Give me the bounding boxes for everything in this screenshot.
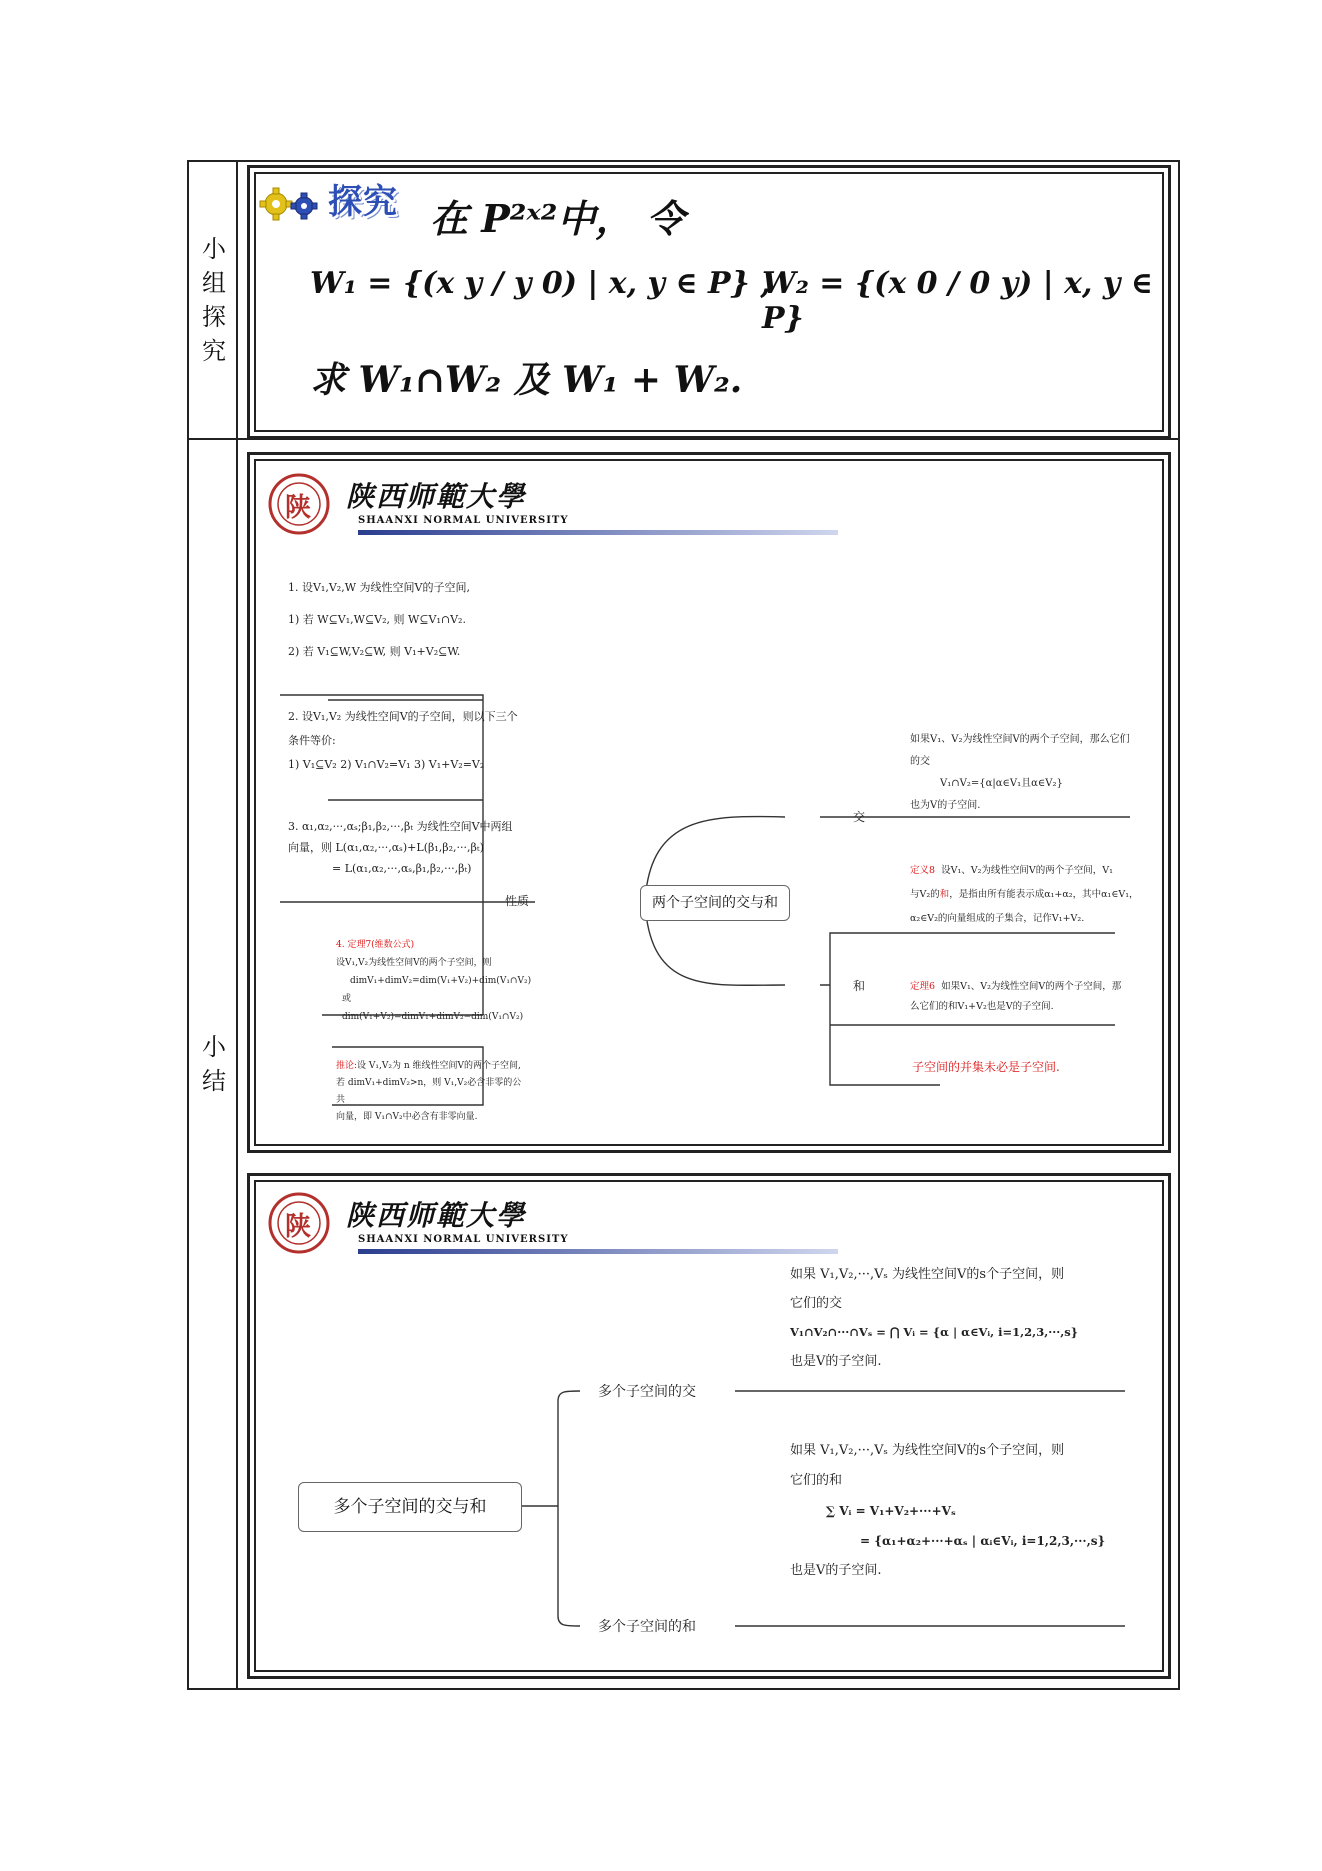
multi-int-b: 它们的交 <box>790 1296 843 1311</box>
union-note: 子空间的并集未必是子空间. <box>912 1060 1060 1074</box>
property-4-a: 设V₁,V₂为线性空间V的两个子空间，则 <box>336 958 492 968</box>
intersection-def-b: 的交 <box>910 756 930 767</box>
sum-theorem <box>910 977 1130 1017</box>
property-4-title: 4. 定理7(维数公式) <box>336 940 415 950</box>
mindmap-label-sum: 和 <box>853 979 866 993</box>
explore-w2-set: W₂ = {(x 0 / 0 y) | x, y ∈ P} <box>762 266 1153 336</box>
corollary-c: 向量，即 V₁∩V₂中必含有非零向量. <box>336 1112 478 1122</box>
mindmap-center-node: 两个子空间的交与和 <box>640 885 790 921</box>
row-label-summary <box>190 1030 238 1098</box>
gear-icon <box>258 182 328 222</box>
explore-w1-set: W₁ = {(x y / y 0) | x, y ∈ P} , <box>310 266 771 301</box>
multi-sum-e: 也是V的子空间. <box>790 1563 882 1578</box>
sum-def-c: ，是指由所有能表示成α₁+α₂，其中α₁∈V₁， <box>949 889 1139 900</box>
property-3-b: 向量，则 L(α₁,α₂,···,αₛ)+L(β₁,β₂,···,βₜ) <box>288 841 484 854</box>
corollary-a: 设 V₁,V₂为 n 维线性空间V的两个子空间, <box>357 1061 521 1071</box>
property-3-c: = L(α₁,α₂,···,αₛ,β₁,β₂,···,βₜ) <box>332 862 472 875</box>
multi-sum-b: 它们的和 <box>790 1473 843 1488</box>
intersection-def-c: V₁∩V₂={α|α∈V₁且α∈V₂} <box>940 778 1063 789</box>
property-4-b: dimV₁+dimV₂=dim(V₁+V₂)+dim(V₁∩V₂) <box>350 976 532 986</box>
multi-int-a: 如果 V₁,V₂,···,Vₛ 为线性空间V的s个子空间，则 <box>790 1267 1065 1282</box>
property-1-a: 1) 若 W⊆V₁,W⊆V₂, 则 W⊆V₁∩V₂. <box>288 613 466 626</box>
property-2-a: 2. 设V₁,V₂ 为线性空间V的子空间，则以下三个 <box>288 710 518 723</box>
property-1 <box>288 580 548 659</box>
property-2-c: 1) V₁⊆V₂ 2) V₁∩V₂=V₁ 3) V₁+V₂=V₂ <box>288 758 485 771</box>
explore-line-3: 求 W₁∩W₂ 及 W₁ + W₂. <box>310 359 743 401</box>
sum-thm-a: 如果V₁、V₂为线性空间V的两个子空间，那 <box>941 981 1122 992</box>
sum-def-title: 定义8 <box>910 865 936 876</box>
sum-def-b: 与V₂的 <box>910 889 940 900</box>
mindmap-label-multi-sum: 多个子空间的和 <box>598 1619 696 1635</box>
multi-sum-definition <box>790 1436 1150 1586</box>
mindmap-label-intersection: 交 <box>853 810 866 824</box>
mindmap-lines <box>250 1176 1162 1670</box>
multi-sum-a: 如果 V₁,V₂,···,Vₛ 为线性空间V的s个子空间，则 <box>790 1443 1065 1458</box>
table-bottom-border <box>187 1688 1180 1690</box>
row-label-char: 小 <box>202 1033 226 1061</box>
mindmap-label-properties: 性质 <box>505 894 530 908</box>
intersection-definition <box>910 729 1150 817</box>
row-label-char: 结 <box>202 1067 226 1095</box>
explore-badge: 探究 <box>328 182 398 222</box>
sum-def-a: 设V₁、V₂为线性空间V的两个子空间，V₁ <box>941 865 1113 876</box>
university-name-en: SHAANXI NORMAL UNIVERSITY <box>358 1234 569 1245</box>
sum-def-d: α₂∈V₂的向量组成的子集合，记作V₁+V₂. <box>910 913 1085 924</box>
sum-thm-b: 么它们的和V₁+V₂也是V的子空间. <box>910 1001 1054 1012</box>
property-4-c: 或 dim(V₁+V₂)=dimV₁+dimV₂−dim(V₁∩V₂) <box>342 994 524 1022</box>
university-name-cn: 陕西师範大學 <box>346 1199 527 1232</box>
explore-line-1: 在 P²ˣ²中， 令 <box>430 196 685 241</box>
property-1-b: 2) 若 V₁⊆W,V₂⊆W, 则 V₁+V₂⊆W. <box>288 645 461 658</box>
table-divider <box>236 160 238 1690</box>
summary-slide-two-subspaces <box>247 452 1171 1153</box>
property-2-b: 条件等价: <box>288 734 336 747</box>
intersection-def-a: 如果V₁、V₂为线性空间V的两个子空间，那么它们 <box>910 734 1130 745</box>
table-left-border <box>187 160 189 1690</box>
university-name-en: SHAANXI NORMAL UNIVERSITY <box>358 515 569 526</box>
property-4 <box>336 936 532 1026</box>
property-1-title: 1. 设V₁,V₂,W 为线性空间V的子空间, <box>288 581 470 594</box>
row-label-char: 小 <box>202 235 226 263</box>
corollary-b: 若 dimV₁+dimV₂>n，则 V₁,V₂必含非零的公共 <box>336 1078 522 1105</box>
university-name-cn: 陕西师範大學 <box>346 480 527 513</box>
multi-sum-c: ∑ Vᵢ = V₁+V₂+···+Vₛ <box>826 1504 956 1518</box>
sum-def-sum: 和 <box>939 889 950 900</box>
multi-sum-d: = {α₁+α₂+···+αₛ | αᵢ∈Vᵢ, i=1,2,3,···,s} <box>860 1534 1106 1548</box>
table-right-border <box>1178 160 1180 1690</box>
table-top-border <box>187 160 1180 162</box>
multi-int-c: V₁∩V₂∩···∩Vₛ = ⋂ Vᵢ = {α | α∈Vᵢ, i=1,2,3,···,s} <box>790 1325 1079 1339</box>
property-2 <box>288 709 518 772</box>
multi-intersection-definition <box>790 1260 1150 1376</box>
mindmap-center-node: 多个子空间的交与和 <box>298 1482 522 1532</box>
sum-thm-title: 定理6 <box>910 981 936 992</box>
row-label-char: 究 <box>202 337 226 365</box>
property-3 <box>288 819 528 876</box>
property-3-a: 3. α₁,α₂,···,αₛ;β₁,β₂,···,βₜ 为线性空间V中两组 <box>288 820 513 833</box>
mindmap-label-multi-intersection: 多个子空间的交 <box>598 1384 696 1400</box>
row-label-group-explore <box>190 232 238 368</box>
sum-definition <box>910 859 1150 931</box>
intersection-def-d: 也为V的子空间. <box>910 800 981 811</box>
explore-slide <box>247 165 1171 439</box>
summary-slide-multiple-subspaces <box>247 1173 1171 1679</box>
corollary-title: 推论: <box>336 1061 358 1071</box>
multi-int-d: 也是V的子空间. <box>790 1354 882 1369</box>
row-label-char: 组 <box>202 269 226 297</box>
university-seal-text: 陕 <box>285 1212 312 1242</box>
row-label-char: 探 <box>202 303 226 331</box>
university-seal-text: 陕 <box>285 493 312 523</box>
corollary <box>336 1058 526 1126</box>
